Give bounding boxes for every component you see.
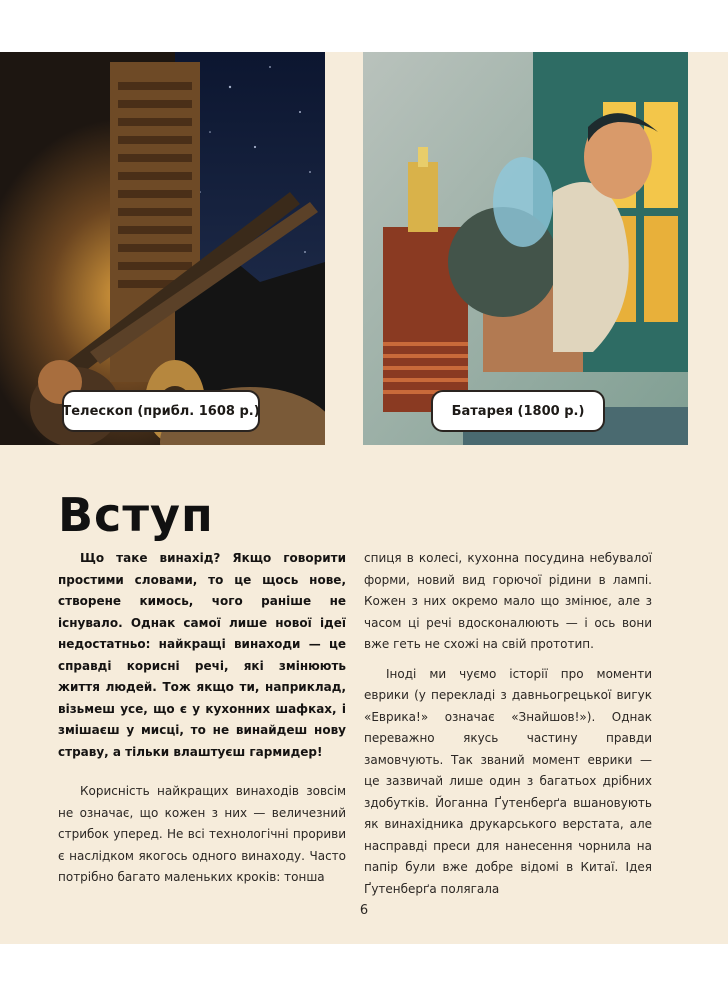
page-number: 6: [359, 903, 369, 918]
intro-bold-paragraph: Що таке винахід? Якщо говорити простими словами, то це щось нове, створене кимось, чого раніше не існувало. Однак самої лише нової ідеї недостатньо: найкращі винаходи — це справді корисні речі, які змінюють життя людей. Тож якщо ти, наприклад, візьмеш усе, що є у кухонних шафках, і змішаєш у мисці, то не винайдеш нову страву, а тільки влаштуєш гармидер!: [58, 551, 346, 759]
telescope-caption: Телескоп (прибл. 1608 р.): [62, 390, 260, 432]
section-heading: Вступ: [58, 488, 214, 542]
body-paragraph: спиця в колесі, кухонна посудина небувалої форми, новий вид горючої рідини в лампі. Кожен з них окремо мало що змінює, але з часом ці речі вдосконалюють — і ось вони вже геть не схожі на свій прототип.: [364, 551, 652, 651]
right-column: [364, 548, 652, 900]
left-column: [58, 548, 346, 889]
battery-illustration: [363, 52, 688, 445]
battery-caption: Батарея (1800 р.): [431, 390, 605, 432]
telescope-illustration: [0, 52, 325, 445]
body-paragraph: Корисність найкращих винаходів зовсім не означає, що кожен з них — величезний стрибок уперед. Не всі технологічні прориви є наслідком якогось одного винаходу. Часто потрібно багато маленьких кроків: тонша: [58, 784, 346, 884]
body-paragraph: Іноді ми чуємо історії про моменти еврики (у перекладі з давньогрецької вигук «Еврика!» означає «Знайшов!»). Однак переважно якусь частину правди замовчують. Так званий момент еврики — це зазвичай лише один з багатьох дрібних здобутків. Йоганна Ґутенберґа вшановують як винахідника друкарського верстата, але насправді преси для нанесення чорнила на папір були вже добре відомі в Китаї. Ідея Ґутенберґа полягала: [364, 666, 652, 896]
